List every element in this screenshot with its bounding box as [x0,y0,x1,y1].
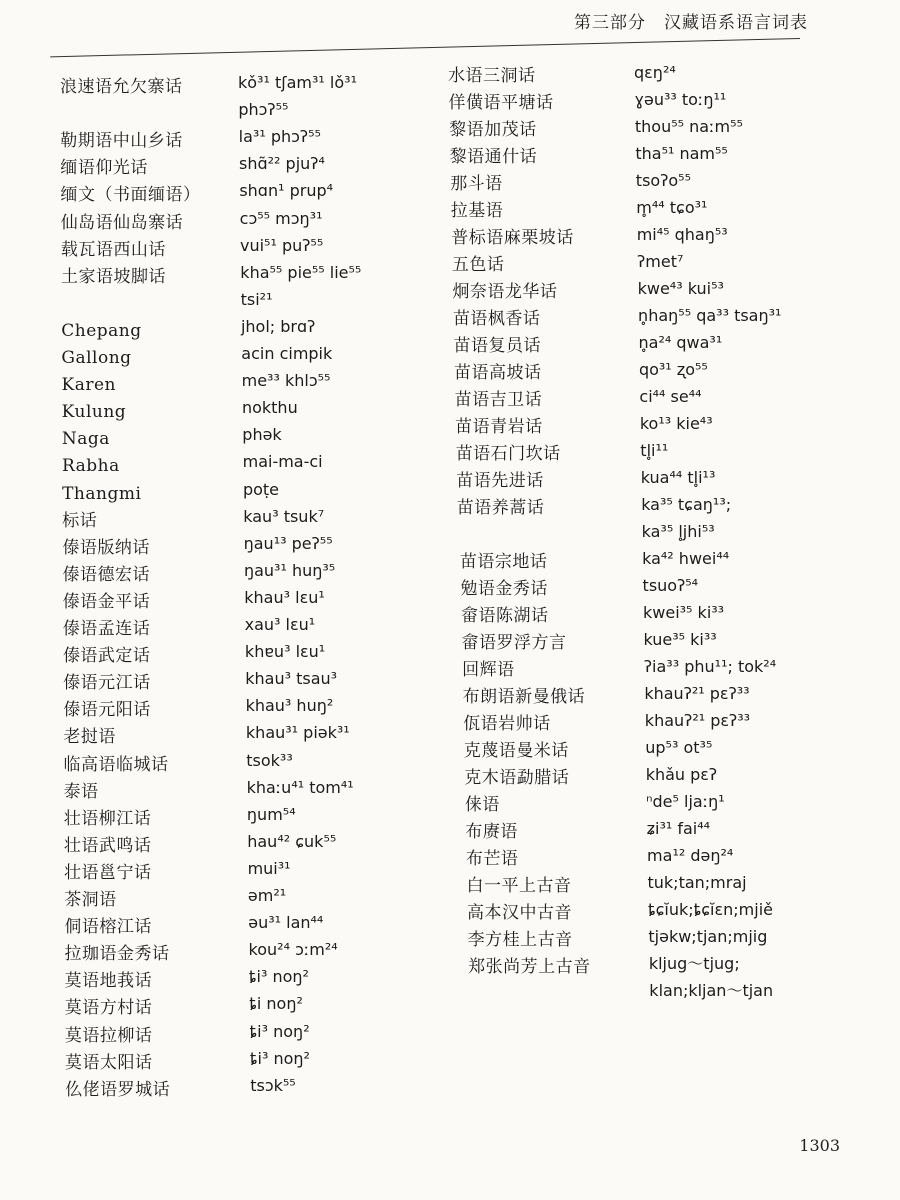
language-name: 俫语 [464,795,500,815]
language-name: 白一平上古音 [466,876,572,896]
word-form: kǒ³¹ tʃam³¹ lǒ³¹ [238,73,357,92]
word-form: tha⁵¹ nam⁵⁵ [635,144,728,163]
word-form: qo³¹ ʐo⁵⁵ [638,360,708,379]
language-name: Naga [61,429,110,450]
word-form: ma¹² dəŋ²⁴ [647,846,734,865]
language-name: 佤语岩帅话 [463,714,551,734]
language-name: 标话 [62,510,98,531]
word-form: ŋum⁵⁴ [246,804,296,824]
language-name: 普标语麻栗坡话 [451,228,574,248]
word-form: kwe⁴³ kui⁵³ [637,279,724,298]
language-name: 布赓语 [465,822,518,842]
language-name: 莫语地莪话 [64,971,153,992]
language-name: 克木语勐腊话 [464,768,570,788]
word-form: la³¹ phɔʔ⁵⁵ [238,127,321,147]
language-name: 载瓦语西山话 [60,239,166,260]
word-form: kljug～tjug; [648,954,740,973]
language-name: 莫语拉柳话 [64,1025,153,1046]
word-form: khǎu pɛʔ [645,765,718,784]
word-form: khauʔ²¹ pɛʔ³³ [644,711,751,730]
language-name: 苗语枫香话 [452,309,541,329]
word-form: ȶi³ noŋ² [248,967,309,987]
word-form: tsoʔo⁵⁵ [635,171,691,190]
language-name: 勒期语中山乡话 [60,131,183,152]
word-form: acin cimpik [241,344,333,363]
language-name: 仙岛语仙岛寨话 [60,212,184,233]
language-name: 浪速语允欠寨话 [60,77,183,97]
word-form: əm²¹ [247,886,287,905]
language-name: 傣语元阳话 [63,700,151,721]
language-name: 仫佬语罗城话 [65,1079,171,1100]
word-form: ka³⁵ tɕaŋ¹³; [641,495,732,514]
language-name: 五色话 [451,255,505,275]
language-name: 黎语通什话 [449,147,538,167]
word-form: khɐu³ lɛu¹ [244,642,326,662]
language-name: 拉基语 [450,201,504,221]
language-name: 拉珈语金秀话 [64,944,170,965]
language-name: 苗语宗地话 [459,552,548,572]
language-name: 克蔑语曼米话 [463,741,569,761]
word-form: ka⁴² hwei⁴⁴ [642,549,730,568]
language-name: 水语三洞话 [448,66,536,86]
language-name: 畲语罗浮方言 [461,633,567,653]
word-form: ʔia³³ phu¹¹; tok²⁴ [643,657,777,676]
word-form: n̥a²⁴ qwa³¹ [638,333,723,352]
language-name: 郑张尚芳上古音 [468,957,591,977]
word-form: thou⁵⁵ naːm⁵⁵ [634,117,743,136]
language-name: 苗语复员话 [453,336,541,356]
language-name: 泰语 [63,781,99,802]
language-name: 黎语加茂话 [449,120,537,140]
language-name: 苗语养蒿话 [456,498,545,518]
language-name: 李方桂上古音 [467,930,573,950]
word-form: jhol; brɑʔ [240,316,316,336]
word-form: tsok³³ [246,750,293,770]
language-name: 苗语高坡话 [454,363,542,383]
word-form: əu³¹ lan⁴⁴ [248,913,324,933]
language-name: Gallong [61,348,132,368]
language-name: 傣语版纳话 [62,537,150,558]
word-form: ŋau¹³ peʔ⁵⁵ [243,533,333,553]
language-name: 苗语石门坎话 [455,444,561,464]
word-form: hau⁴² ɕuk⁵⁵ [247,831,337,851]
language-name: 回辉语 [462,660,515,680]
word-form: ka³⁵ l̥jhi⁵³ [641,522,715,541]
word-form: ʑi³¹ fai⁴⁴ [646,819,711,838]
word-form: phɔʔ⁵⁵ [238,100,289,120]
word-form: ȶi noŋ² [249,994,303,1014]
word-form: phək [242,425,282,445]
word-form: nokthu [241,398,298,418]
word-form: klan;kljan～tjan [649,981,774,1000]
word-form: tsɔk⁵⁵ [250,1075,296,1095]
word-form: tuk;tan;mraj [647,873,747,892]
language-name: Rabha [61,456,120,477]
word-form: ȶi³ noŋ² [249,1021,310,1041]
running-head [574,8,808,33]
word-form: ⁿde⁵ ljaːŋ¹ [646,792,725,811]
language-name: Chepang [61,320,142,341]
part-label: 第三部分 [574,13,646,33]
language-name: 壮语武鸣话 [63,835,152,856]
language-name: 缅文（书面缅语） [60,185,201,206]
word-form: tjəkw;tjan;mjig [648,927,768,946]
table-title: 汉藏语系语言词表 [664,13,808,33]
word-form: ko¹³ kie⁴³ [639,414,713,433]
word-form: khau³ lɛu¹ [244,587,325,607]
word-form: khauʔ²¹ pɛʔ³³ [644,684,750,703]
word-form: ŋau³¹ huŋ³⁵ [243,560,336,580]
language-name: 苗语吉卫话 [454,390,543,410]
language-name: Kulung [61,402,127,423]
word-form: tl̥i¹¹ [640,441,669,460]
language-name: 侗语榕江话 [64,917,152,938]
word-form: khau³¹ piək³¹ [245,723,350,743]
language-name: 莫语太阳话 [65,1052,153,1073]
word-form: ɣəu³³ toːŋ¹¹ [634,90,727,109]
word-form: mai-ma-ci [242,452,323,472]
language-name: 缅语仰光话 [60,158,148,179]
language-name: 莫语方村话 [64,998,153,1019]
word-form: mi⁴⁵ qhaŋ⁵³ [636,225,728,244]
language-name: 壮语柳江话 [63,808,152,829]
word-form: ci⁴⁴ se⁴⁴ [639,387,702,406]
language-name: 临高语临城话 [63,754,169,775]
word-form: shɑn¹ prup⁴ [239,181,334,201]
word-form: n̥haŋ⁵⁵ qa³³ tsaŋ³¹ [638,306,782,325]
word-form: khau³ huŋ² [245,696,334,716]
word-form: ȶi³ noŋ² [249,1048,310,1068]
language-name: Karen [61,375,117,396]
language-name: 畲语陈湖话 [461,606,549,626]
language-name: 布芒语 [465,849,519,869]
word-form: khaːu⁴¹ tom⁴¹ [246,777,354,797]
word-form: kua⁴⁴ tl̥i¹³ [640,468,716,487]
language-name: 老挝语 [63,727,116,748]
language-name: 傣语德宏话 [62,564,151,585]
word-form: m̥⁴⁴ tɕo³¹ [636,198,708,217]
language-name: 苗语先进话 [456,471,544,491]
language-name: 那斗语 [450,174,503,194]
language-name: 壮语邕宁话 [64,862,152,883]
word-form: kha⁵⁵ pie⁵⁵ lie⁵⁵ [240,262,362,282]
language-name: 苗语青岩话 [455,417,543,437]
word-form: kue³⁵ ki³³ [643,630,717,649]
language-name: 茶洞语 [64,890,117,910]
word-form: up⁵³ ot³⁵ [645,738,713,757]
word-form: qɛŋ²⁴ [634,63,676,82]
word-form: xau³ lɛu¹ [244,615,316,634]
language-name: 傣语孟连话 [62,619,151,639]
word-form: poṭe [242,479,279,499]
word-form: ȶɕĭuk;ȶɕĭɛn;mjiě [647,900,773,919]
word-form: kou²⁴ ɔːm²⁴ [248,940,338,960]
word-form: cɔ⁵⁵ mɔŋ³¹ [239,208,323,228]
word-form: tsuoʔ⁵⁴ [642,576,699,595]
word-form: shɑ̃²² pjuʔ⁴ [238,154,325,174]
word-form: khau³ tsau³ [245,669,338,689]
language-name: 土家语坡脚话 [60,266,166,287]
word-form: kwei³⁵ ki³³ [643,603,725,622]
language-name: 勉语金秀话 [460,579,548,599]
language-name: 高本汉中古音 [467,903,573,923]
language-name: 傣语元江话 [63,673,151,694]
language-name: 傣语金平话 [62,591,151,612]
language-name: 佯僙语平塘话 [448,93,554,113]
word-form: vui⁵¹ puʔ⁵⁵ [239,235,324,255]
header-rule [50,38,800,57]
language-name: 傣语武定话 [62,646,151,667]
word-form: mui³¹ [247,858,291,878]
word-form: kau³ tsuk⁷ [243,506,325,526]
page-number: 1303 [799,1136,840,1155]
language-name: 炯奈语龙华话 [452,282,558,302]
language-name: Thangmi [62,483,142,504]
language-name: 布朗语新曼俄话 [462,687,586,707]
word-form: me³³ khlɔ⁵⁵ [241,371,331,391]
word-form: tsi²¹ [240,289,273,309]
word-form: ʔmet⁷ [637,252,684,271]
